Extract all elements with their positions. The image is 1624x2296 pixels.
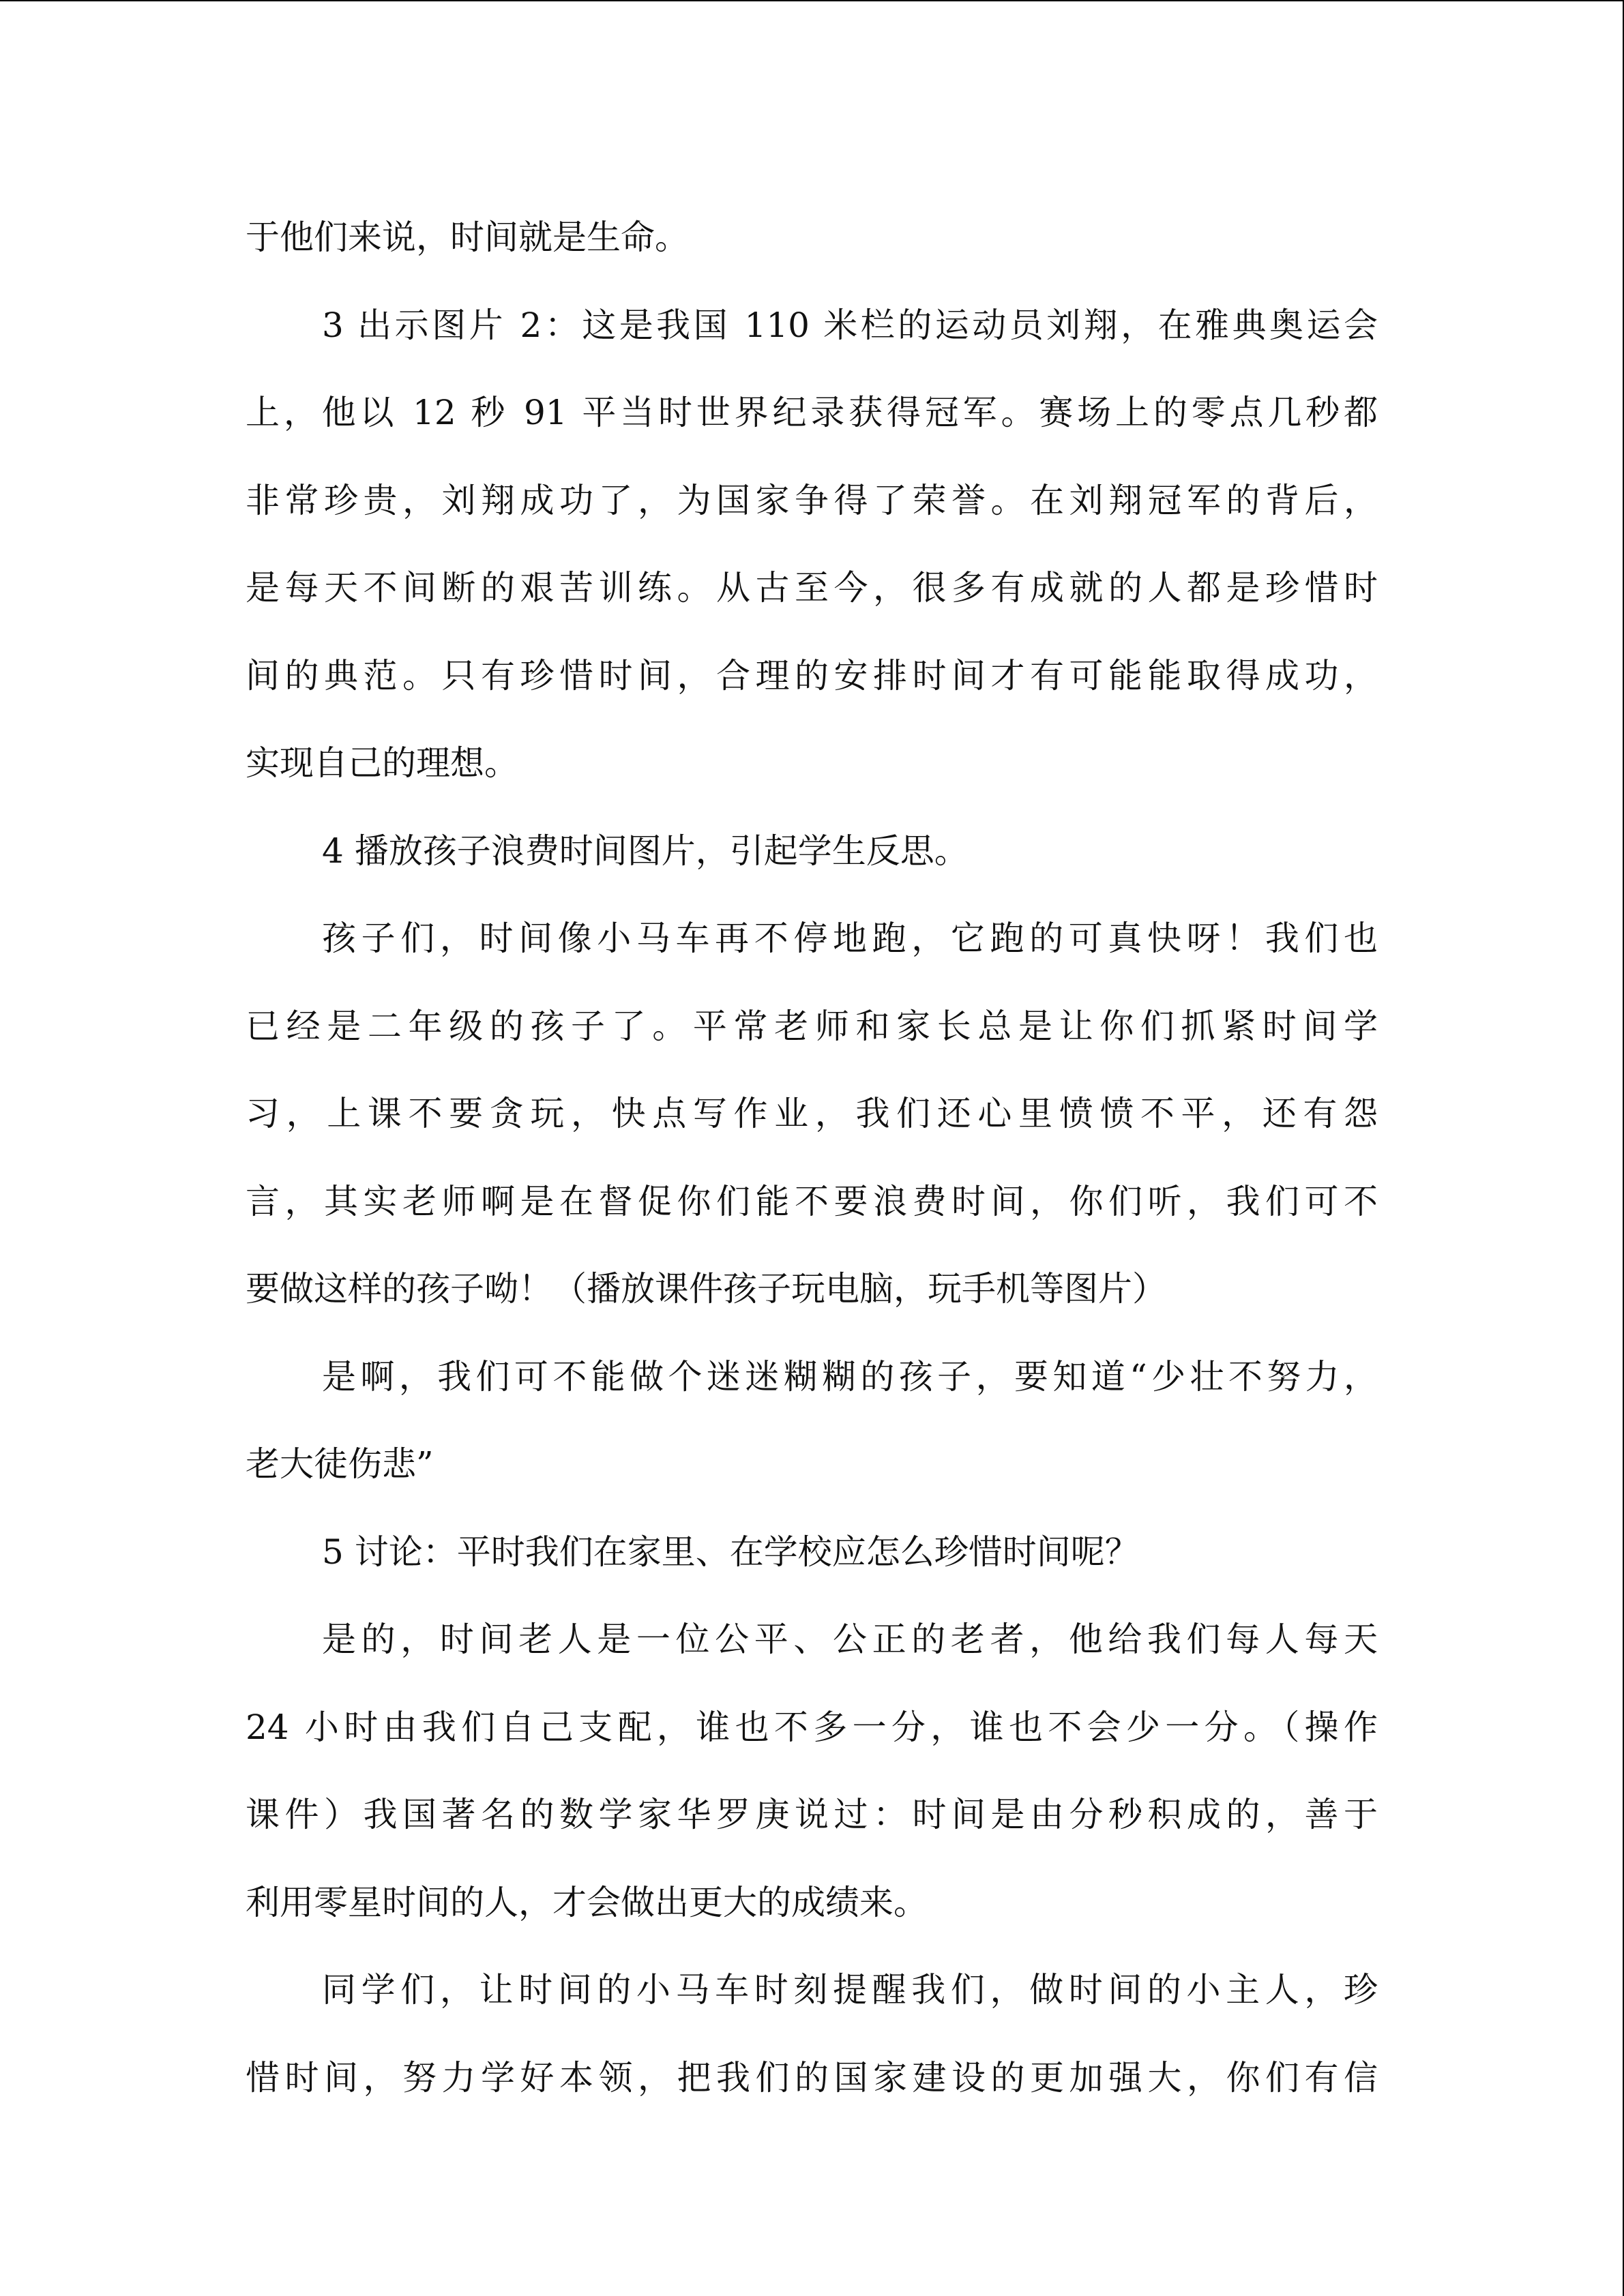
- text-line: 言，其实老师啊是在督促你们能不要浪费时间，你们听，我们可不: [246, 1181, 1378, 1221]
- text-line: 非常珍贵，刘翔成功了，为国家争得了荣誉。在刘翔冠军的背后，: [246, 480, 1378, 520]
- text-line: 惜时间，努力学好本领，把我们的国家建设的更加强大，你们有信: [246, 2057, 1378, 2098]
- text-line: 4 播放孩子浪费时间图片，引起学生反思。: [322, 831, 969, 871]
- text-line: 利用零星时间的人，才会做出更大的成绩来。: [246, 1882, 928, 1922]
- text-line: 孩子们，时间像小马车再不停地跑，它跑的可真快呀！我们也: [322, 919, 1378, 958]
- text-line: 是的，时间老人是一位公平、公正的老者，他给我们每人每天: [322, 1620, 1378, 1659]
- text-line: 习，上课不要贪玩，快点写作业，我们还心里愤愤不平，还有怨: [246, 1094, 1378, 1133]
- text-line: 实现自己的理想。: [246, 743, 518, 783]
- text-line: 同学们，让时间的小马车时刻提醒我们，做时间的小主人，珍: [322, 1970, 1378, 2010]
- text-line: 24 小时由我们自己支配，谁也不多一分，谁也不会少一分。（操作: [246, 1707, 1378, 1747]
- text-line: 课件）我国著名的数学家华罗庚说过：时间是由分秒积成的，善于: [246, 1795, 1378, 1834]
- text-line: 间的典范。只有珍惜时间，合理的安排时间才有可能能取得成功，: [246, 655, 1378, 696]
- text-line: 是啊，我们可不能做个迷迷糊糊的孩子，要知道“少壮不努力，: [322, 1356, 1378, 1397]
- text-line: 5 讨论：平时我们在家里、在学校应怎么珍惜时间呢？: [322, 1532, 1139, 1572]
- text-line: 要做这样的孩子呦！（播放课件孩子玩电脑，玩手机等图片）: [246, 1269, 1166, 1309]
- text-line: 于他们来说，时间就是生命。: [246, 218, 689, 257]
- text-line: 老大徒伤悲”: [246, 1444, 434, 1484]
- text-line: 是每天不间断的艰苦训练。从古至今，很多有成就的人都是珍惜时: [246, 568, 1378, 608]
- text-line: 上，他以 12 秒 91 平当时世界纪录获得冠军。赛场上的零点几秒都: [246, 393, 1378, 432]
- document-body: [246, 194, 1378, 2121]
- text-line: 已经是二年级的孩子了。平常老师和家长总是让你们抓紧时间学: [246, 1006, 1378, 1046]
- text-line: 3 出示图片 2：这是我国 110 米栏的运动员刘翔，在雅典奥运会: [322, 305, 1378, 345]
